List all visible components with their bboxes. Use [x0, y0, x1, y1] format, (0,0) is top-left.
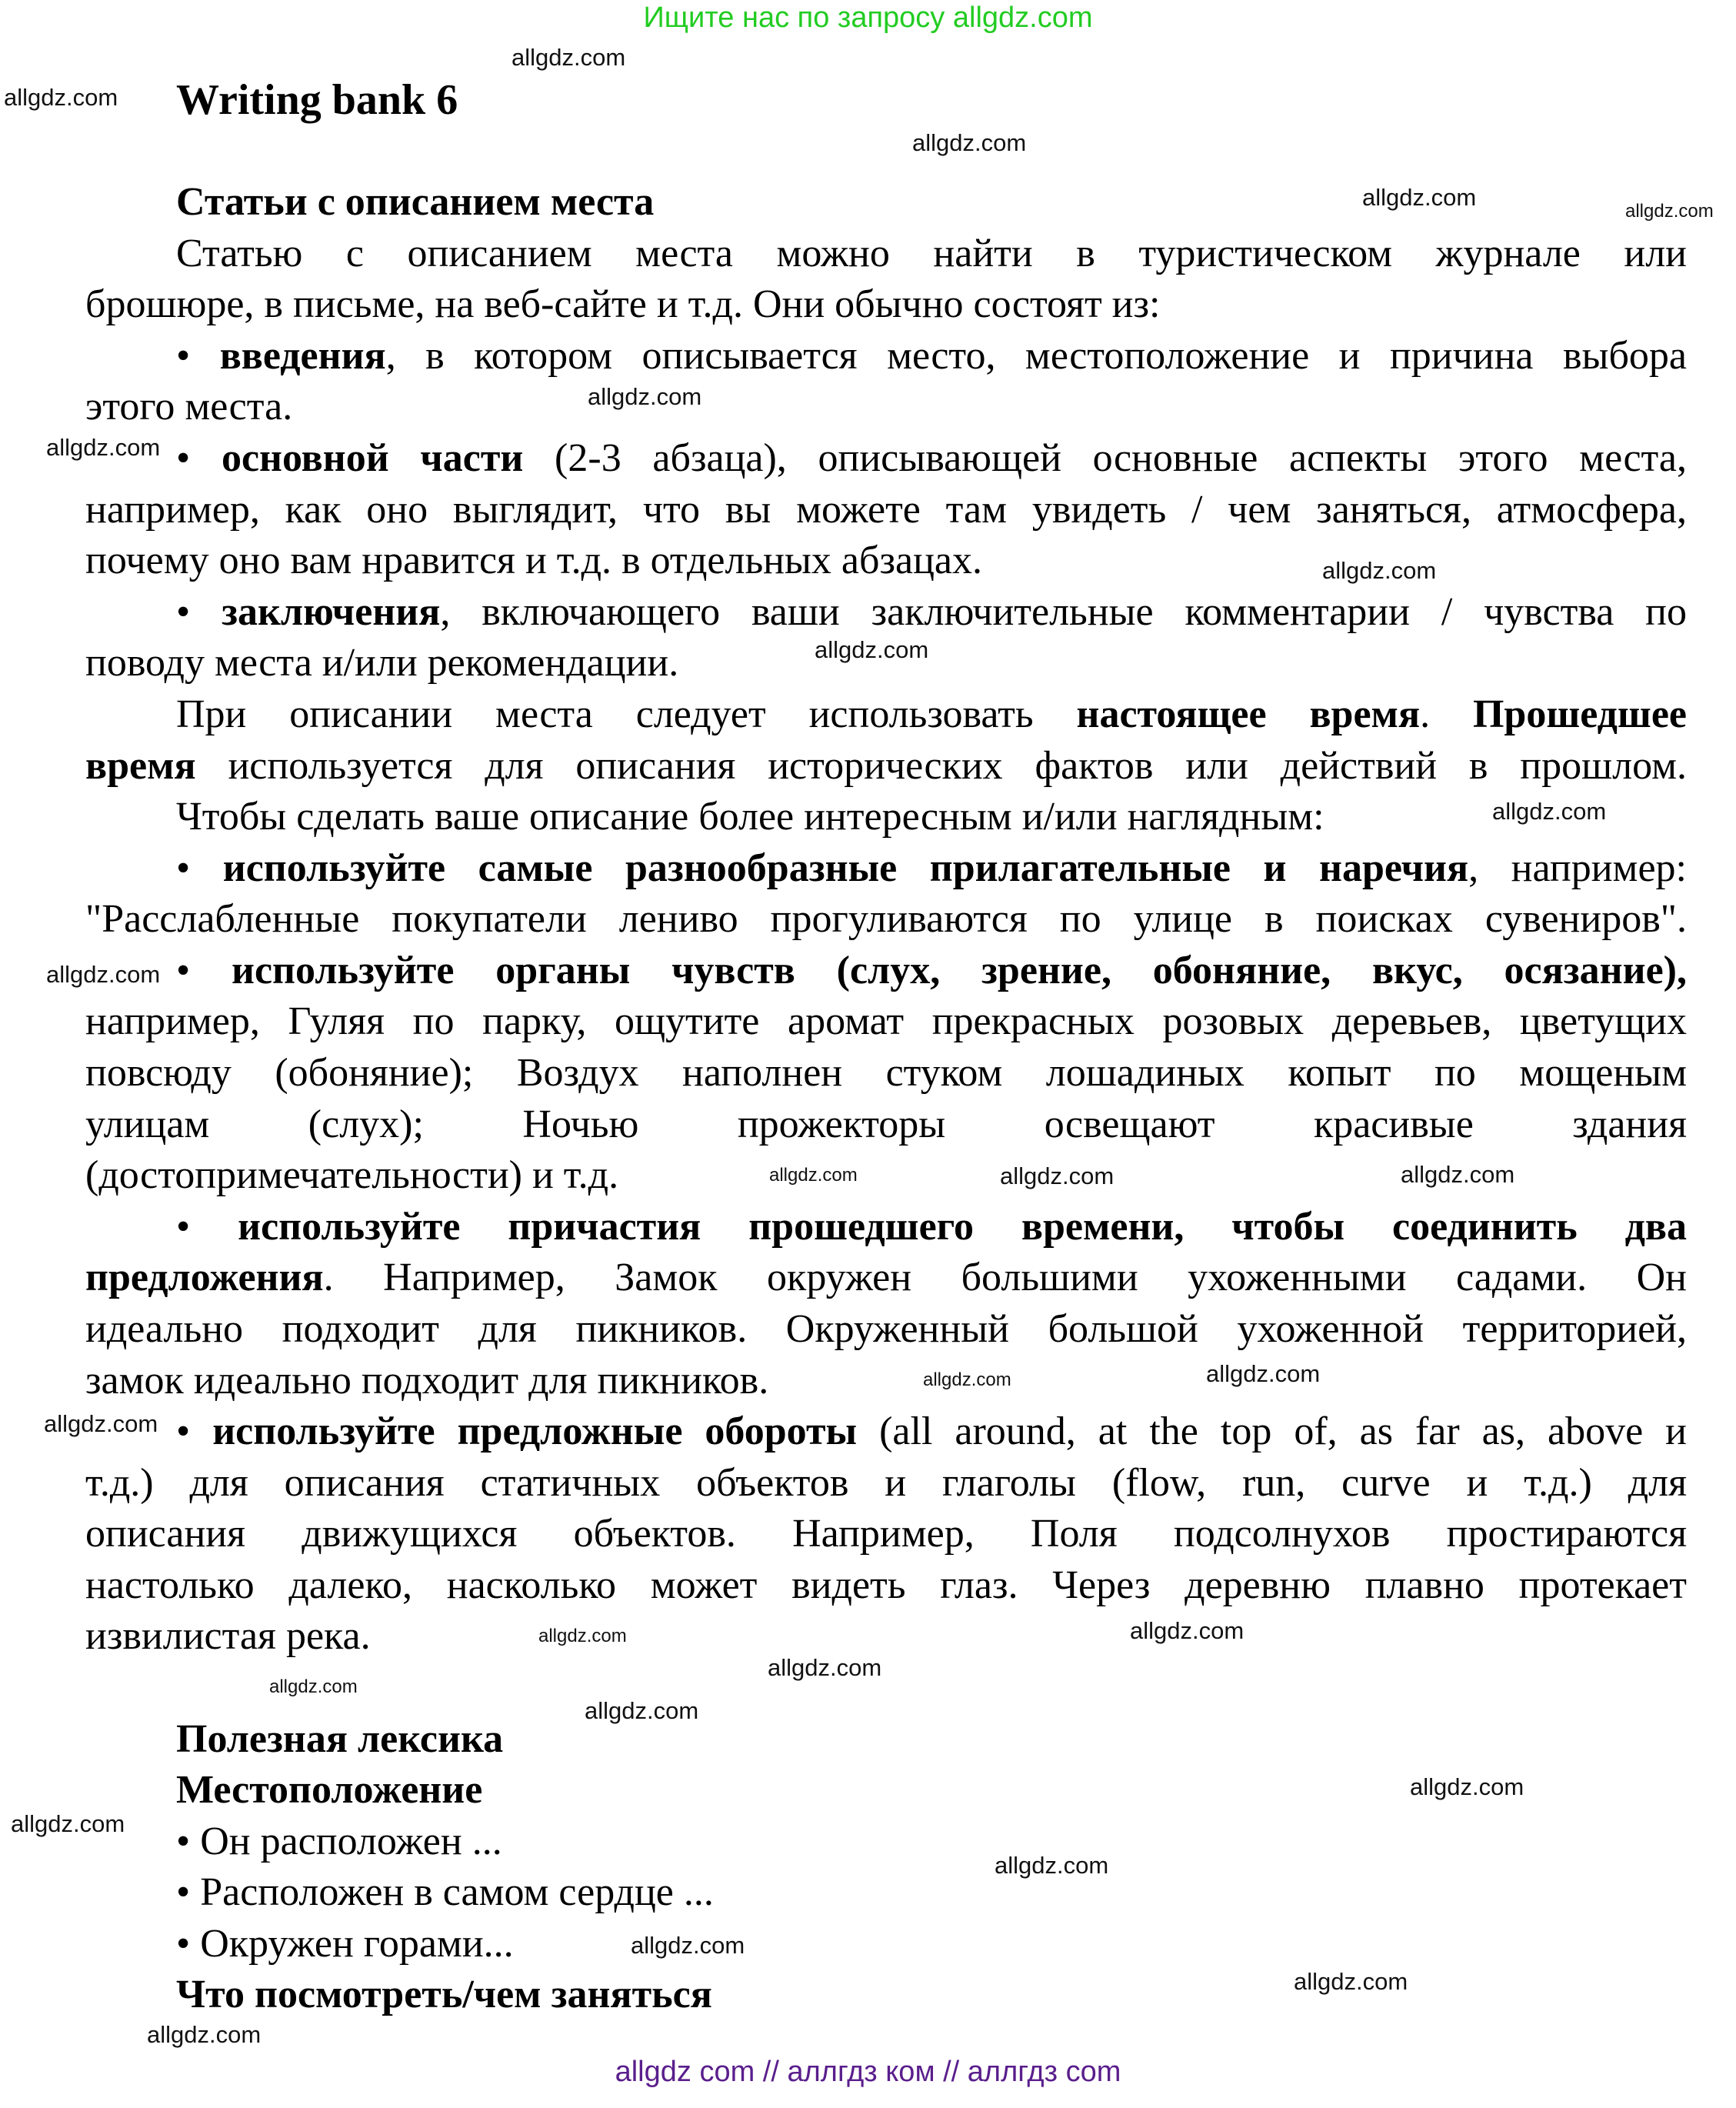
bold-text: предложения	[85, 1256, 324, 1299]
text: •	[176, 1409, 213, 1453]
text-line	[85, 1304, 1687, 1355]
watermark: allgdz.com	[1206, 1360, 1321, 1387]
bold-text: введения	[219, 334, 386, 378]
watermark: allgdz.com	[588, 383, 702, 410]
bold-text: Статьи с описанием места	[176, 180, 655, 224]
text-line	[176, 1919, 1687, 1970]
text-line	[176, 1867, 1687, 1918]
text-line	[176, 1816, 1687, 1867]
watermark: allgdz.com	[46, 434, 161, 461]
text-line	[176, 1714, 1687, 1765]
text-line	[85, 279, 1687, 330]
watermark: allgdz.com	[1401, 1161, 1515, 1188]
text-line	[176, 331, 1687, 382]
text: •	[176, 590, 222, 634]
bold-text: время	[85, 744, 196, 788]
text: описания движущихся объектов. Например, Поля подсолнухов простираются	[85, 1512, 1687, 1556]
text-line	[176, 228, 1687, 279]
text-line	[85, 1509, 1687, 1559]
watermark: allgdz.com	[1130, 1617, 1245, 1644]
text: используется для описания исторических фактов или действий в прошлом.	[195, 744, 1687, 788]
text: , например:	[1468, 846, 1687, 890]
watermark: allgdz.com	[511, 44, 626, 71]
text: Чтобы сделать ваше описание более интересным и/или наглядным:	[176, 795, 1324, 839]
bold-text: используйте самые разнообразные прилагательные и наречия	[222, 846, 1469, 890]
text-line	[176, 1406, 1687, 1457]
text-line	[85, 1560, 1687, 1611]
text: повсюду (обоняние); Воздух наполнен стуком лошадиных копыт по мощеным	[85, 1051, 1687, 1095]
text: этого места.	[85, 385, 293, 429]
watermark: allgdz.com	[923, 1369, 1011, 1390]
text: , в котором описывается место, местоположение и причина выбора	[385, 334, 1687, 378]
bold-text: Местоположение	[176, 1768, 483, 1812]
text: (2-3 абзаца), описывающей основные аспекты этого места,	[523, 436, 1687, 480]
text: •	[176, 436, 222, 480]
text-line	[85, 741, 1687, 792]
bold-text: заключения	[222, 590, 441, 634]
watermark: allgdz.com	[1625, 201, 1714, 222]
watermark: allgdz.com	[585, 1697, 699, 1724]
text-line	[85, 1099, 1687, 1150]
text: •	[176, 334, 220, 378]
page-title	[176, 75, 1687, 125]
text: • Он расположен ...	[176, 1819, 502, 1863]
watermark: allgdz.com	[147, 2021, 262, 2048]
bold-text: используйте органы чувств (слух, зрение, обоняние, вкус, осязание),	[232, 949, 1687, 992]
text-line	[85, 485, 1687, 535]
text-line	[85, 382, 1687, 432]
text: . Например, Замок окружен большими ухоженными садами. Он	[323, 1256, 1687, 1299]
text: "Расслабленные покупатели лениво прогуливаются по улице в поисках сувениров".	[85, 897, 1687, 941]
watermark: allgdz.com	[769, 1165, 858, 1186]
watermark: allgdz.com	[1294, 1968, 1408, 1995]
text: • Окружен горами...	[176, 1922, 514, 1966]
text: извилистая река.	[85, 1614, 371, 1658]
bold-text: используйте причастия прошедшего времени, чтобы соединить два	[238, 1205, 1687, 1249]
text-line	[176, 843, 1687, 894]
watermark: allgdz.com	[4, 84, 118, 111]
text: (достопримечательности) и т.д.	[85, 1153, 619, 1197]
text: почему оно вам нравится и т.д. в отдельных абзацах.	[85, 539, 982, 582]
text: улицам (слух); Ночью прожекторы освещают красивые здания	[85, 1102, 1687, 1146]
bold-text: Writing bank 6	[176, 76, 458, 124]
watermark: allgdz.com	[912, 129, 1027, 156]
bold-text: Что посмотреть/чем заняться	[176, 1973, 712, 2016]
text: , включающего ваши заключительные комментарии / чувства по	[440, 590, 1687, 634]
text: например, как оно выглядит, что вы можете там увидеть / чем заняться, атмосфера,	[85, 488, 1687, 532]
watermark: allgdz.com	[538, 1626, 627, 1646]
watermark: allgdz.com	[995, 1852, 1109, 1879]
bold-text: основной части	[221, 436, 524, 480]
bold-text: настоящее время	[1076, 692, 1421, 736]
text: •	[176, 949, 232, 992]
text: .	[1420, 692, 1473, 736]
bottom-banner-link[interactable]: allgdz com // аллгдз ком // аллгдз com	[615, 2056, 1121, 2088]
text: (all around, at the top of, as far as, above и	[857, 1409, 1687, 1453]
watermark: allgdz.com	[46, 961, 161, 988]
watermark: allgdz.com	[1362, 184, 1477, 211]
text-line	[85, 1252, 1687, 1303]
text-line	[176, 433, 1687, 484]
text-line	[85, 894, 1687, 945]
text: идеально подходит для пикников. Окруженный большой ухоженной территорией,	[85, 1307, 1687, 1351]
text: брошюре, в письме, на веб-сайте и т.д. Они обычно состоят из:	[85, 282, 1161, 326]
text-line	[176, 587, 1687, 638]
text-line	[85, 996, 1687, 1047]
text-line	[176, 946, 1687, 996]
text-line	[176, 1970, 1687, 2020]
watermark: allgdz.com	[1492, 798, 1607, 825]
watermark: allgdz.com	[631, 1932, 745, 1959]
bold-text: Полезная лексика	[176, 1717, 504, 1761]
watermark: allgdz.com	[1322, 557, 1437, 584]
text-line	[85, 1611, 1687, 1662]
watermark: allgdz.com	[44, 1410, 158, 1437]
watermark: allgdz.com	[1410, 1773, 1524, 1800]
watermark: allgdz.com	[269, 1676, 358, 1697]
text: •	[176, 1205, 238, 1249]
watermark: allgdz.com	[768, 1654, 882, 1681]
text: настолько далеко, насколько может видеть глаз. Через деревню плавно протекает	[85, 1563, 1687, 1607]
watermark: allgdz.com	[815, 636, 929, 663]
watermark: allgdz.com	[11, 1810, 125, 1837]
text-line	[85, 1356, 1687, 1406]
text-line	[85, 535, 1687, 586]
text-line	[85, 1458, 1687, 1509]
bold-text: используйте предложные обороты	[212, 1409, 858, 1453]
text: замок идеально подходит для пикников.	[85, 1359, 769, 1403]
text: При описании места следует использовать	[176, 692, 1077, 736]
text: поводу места и/или рекомендации.	[85, 641, 679, 685]
watermark: allgdz.com	[1000, 1162, 1115, 1189]
bold-text: Прошедшее	[1472, 692, 1687, 736]
text: например, Гуляя по парку, ощутите аромат прекрасных розовых деревьев, цветущих	[85, 999, 1687, 1043]
top-banner-link[interactable]: Ищите нас по запросу allgdz.com	[643, 2, 1093, 34]
text: Статью с описанием места можно найти в туристическом журнале или	[176, 232, 1687, 275]
text-line	[85, 1048, 1687, 1099]
text: •	[176, 846, 223, 890]
text: т.д.) для описания статичных объектов и глаголы (flow, run, curve и т.д.) для	[85, 1461, 1687, 1505]
text-line	[176, 792, 1687, 842]
text-line	[176, 1202, 1687, 1252]
text: • Расположен в самом сердце ...	[176, 1870, 714, 1914]
text-line	[176, 689, 1687, 740]
